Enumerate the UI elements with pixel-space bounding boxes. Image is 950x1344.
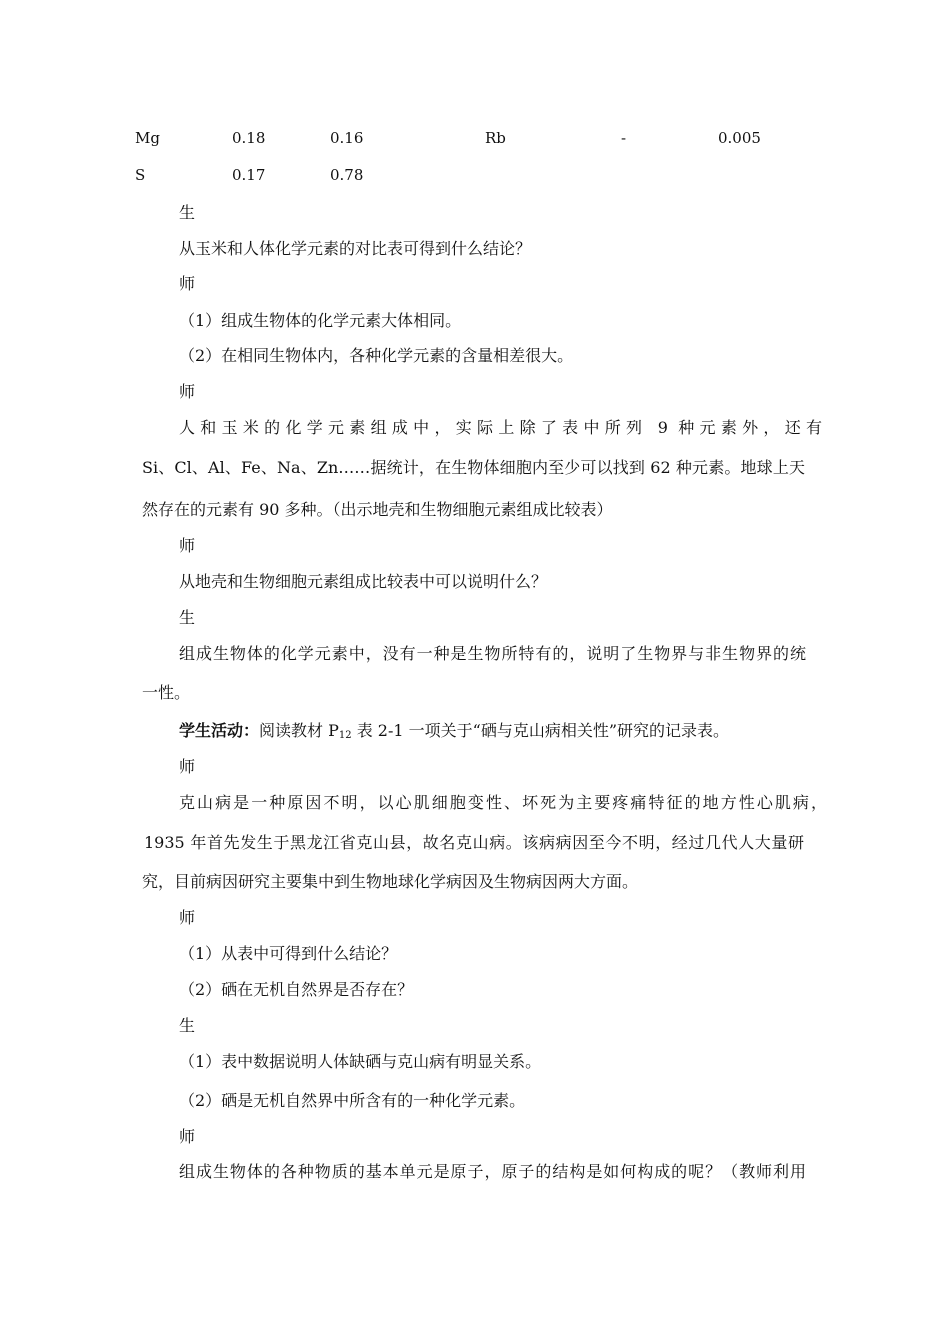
speaker-label: 师: [179, 536, 196, 555]
speaker-label: 师: [179, 908, 196, 927]
activity-text: 阅读教材 P: [259, 721, 339, 740]
paragraph-line: 从地壳和生物细胞元素组成比较表中可以说明什么？: [179, 572, 548, 591]
paragraph-line: Si、Cl、Al、Fe、Na、Zn……据统计，在生物体细胞内至少可以找到 62 种元素。地球上天: [142, 458, 805, 477]
corn-value-cell: 0.18: [232, 129, 266, 147]
paragraph-line: 一性。: [142, 683, 191, 702]
speaker-label: 生: [179, 608, 196, 627]
human-value-cell: 0.78: [330, 166, 364, 184]
activity-text: 表 2-1 一项关于“硒与克山病相关性”研究的记录表。: [351, 721, 729, 740]
paragraph-line: （1）组成生物体的化学元素大体相同。: [179, 311, 462, 330]
corn-value-cell: 0.17: [232, 166, 266, 184]
element-cell: Mg: [135, 129, 160, 147]
table-row: [0, 126, 950, 150]
paragraph-line: （2）在相同生物体内，各种化学元素的含量相差很大。: [179, 346, 574, 365]
speaker-label: 师: [179, 757, 196, 776]
element-cell: S: [135, 166, 146, 184]
paragraph-line: 然存在的元素有 90 多种。（出示地壳和生物细胞元素组成比较表）: [142, 500, 613, 519]
paragraph-line: （1）表中数据说明人体缺硒与克山病有明显关系。: [179, 1052, 542, 1071]
speaker-label: 师: [179, 1127, 196, 1146]
human-value-cell: 0.16: [330, 129, 364, 147]
paragraph-line: （2）硒在无机自然界是否存在？: [179, 980, 414, 999]
paragraph-line: 究，目前病因研究主要集中到生物地球化学病因及生物病因两大方面。: [142, 872, 639, 891]
paragraph-line: 人和玉米的化学元素组成中，实际上除了表中所列 9 种元素外，还有: [179, 418, 822, 437]
element-cell: Rb: [485, 129, 506, 147]
paragraph-line: （1）从表中可得到什么结论？: [179, 944, 398, 963]
speaker-label: 师: [179, 382, 196, 401]
human-value-cell: 0.005: [718, 129, 761, 147]
corn-value-cell: -: [621, 129, 627, 147]
speaker-label: 师: [179, 274, 196, 293]
paragraph-line: 从玉米和人体化学元素的对比表可得到什么结论？: [179, 239, 532, 258]
paragraph-line: 组成生物体的各种物质的基本单元是原子，原子的结构是如何构成的呢？（教师利用: [179, 1162, 806, 1181]
paragraph-line: （2）硒是无机自然界中所含有的一种化学元素。: [179, 1091, 526, 1110]
activity-label: 学生活动：: [179, 721, 260, 740]
speaker-label: 生: [179, 203, 196, 222]
paragraph-line: 克山病是一种原因不明，以心肌细胞变性、坏死为主要疼痛特征的地方性心肌病，: [179, 793, 827, 812]
page-subscript: 12: [338, 730, 352, 741]
table-row: [0, 163, 950, 187]
paragraph-line: 组成生物体的化学元素中，没有一种是生物所特有的，说明了生物界与非生物界的统: [179, 644, 806, 663]
paragraph-line: 1935 年首先发生于黑龙江省克山县，故名克山病。该病病因至今不明，经过几代人大量研: [144, 833, 804, 852]
speaker-label: 生: [179, 1016, 196, 1035]
student-activity-line: [179, 719, 822, 743]
